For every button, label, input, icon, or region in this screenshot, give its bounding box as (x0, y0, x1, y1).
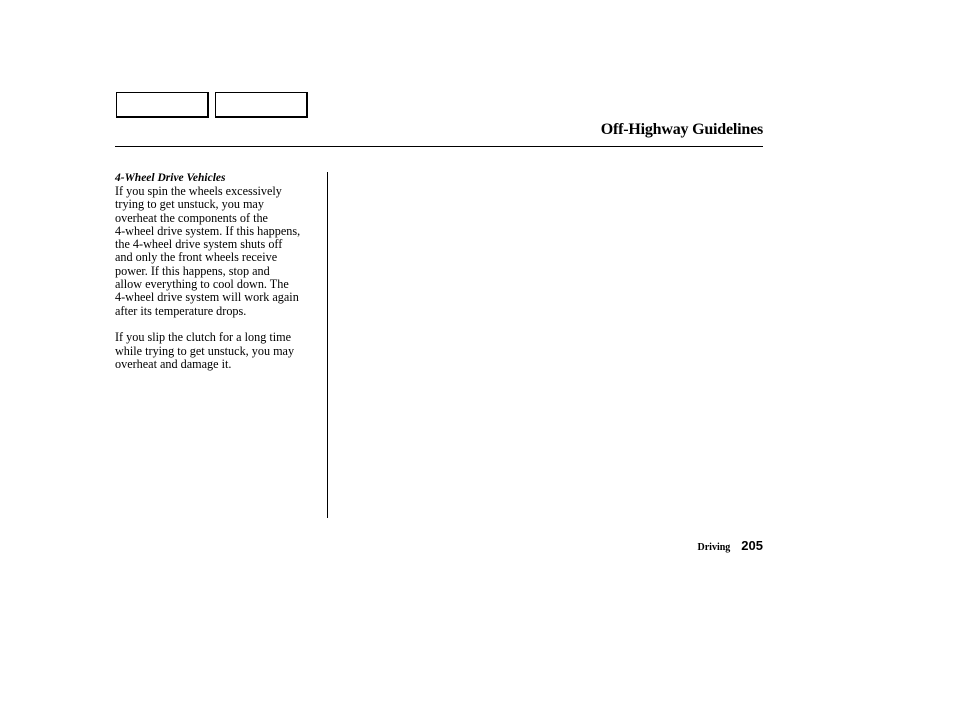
paragraph-wheel-spin: If you spin the wheels excessively trying to get unstuck, you may overheat the components of the 4-wheel drive system. If this happens, the 4-wheel drive system shuts off and only the front wheels receive power. If this happens, stop and allow everything to cool down. The 4-wheel drive system will work again after its temperature drops. (115, 184, 301, 318)
page-footer (698, 537, 763, 555)
title-divider (115, 146, 763, 147)
page-title: Off-Highway Guidelines (600, 121, 763, 138)
column-divider (327, 172, 328, 518)
nav-button-previous[interactable] (116, 92, 209, 118)
footer-section-label: Driving (697, 542, 731, 553)
page-number: 205 (741, 538, 763, 553)
paragraph-clutch-slip: If you slip the clutch for a long time while trying to get unstuck, you may overheat and damage it. (115, 330, 295, 371)
nav-button-next[interactable] (215, 92, 308, 118)
section-heading: 4-Wheel Drive Vehicles (115, 172, 226, 184)
text-column (115, 172, 325, 371)
